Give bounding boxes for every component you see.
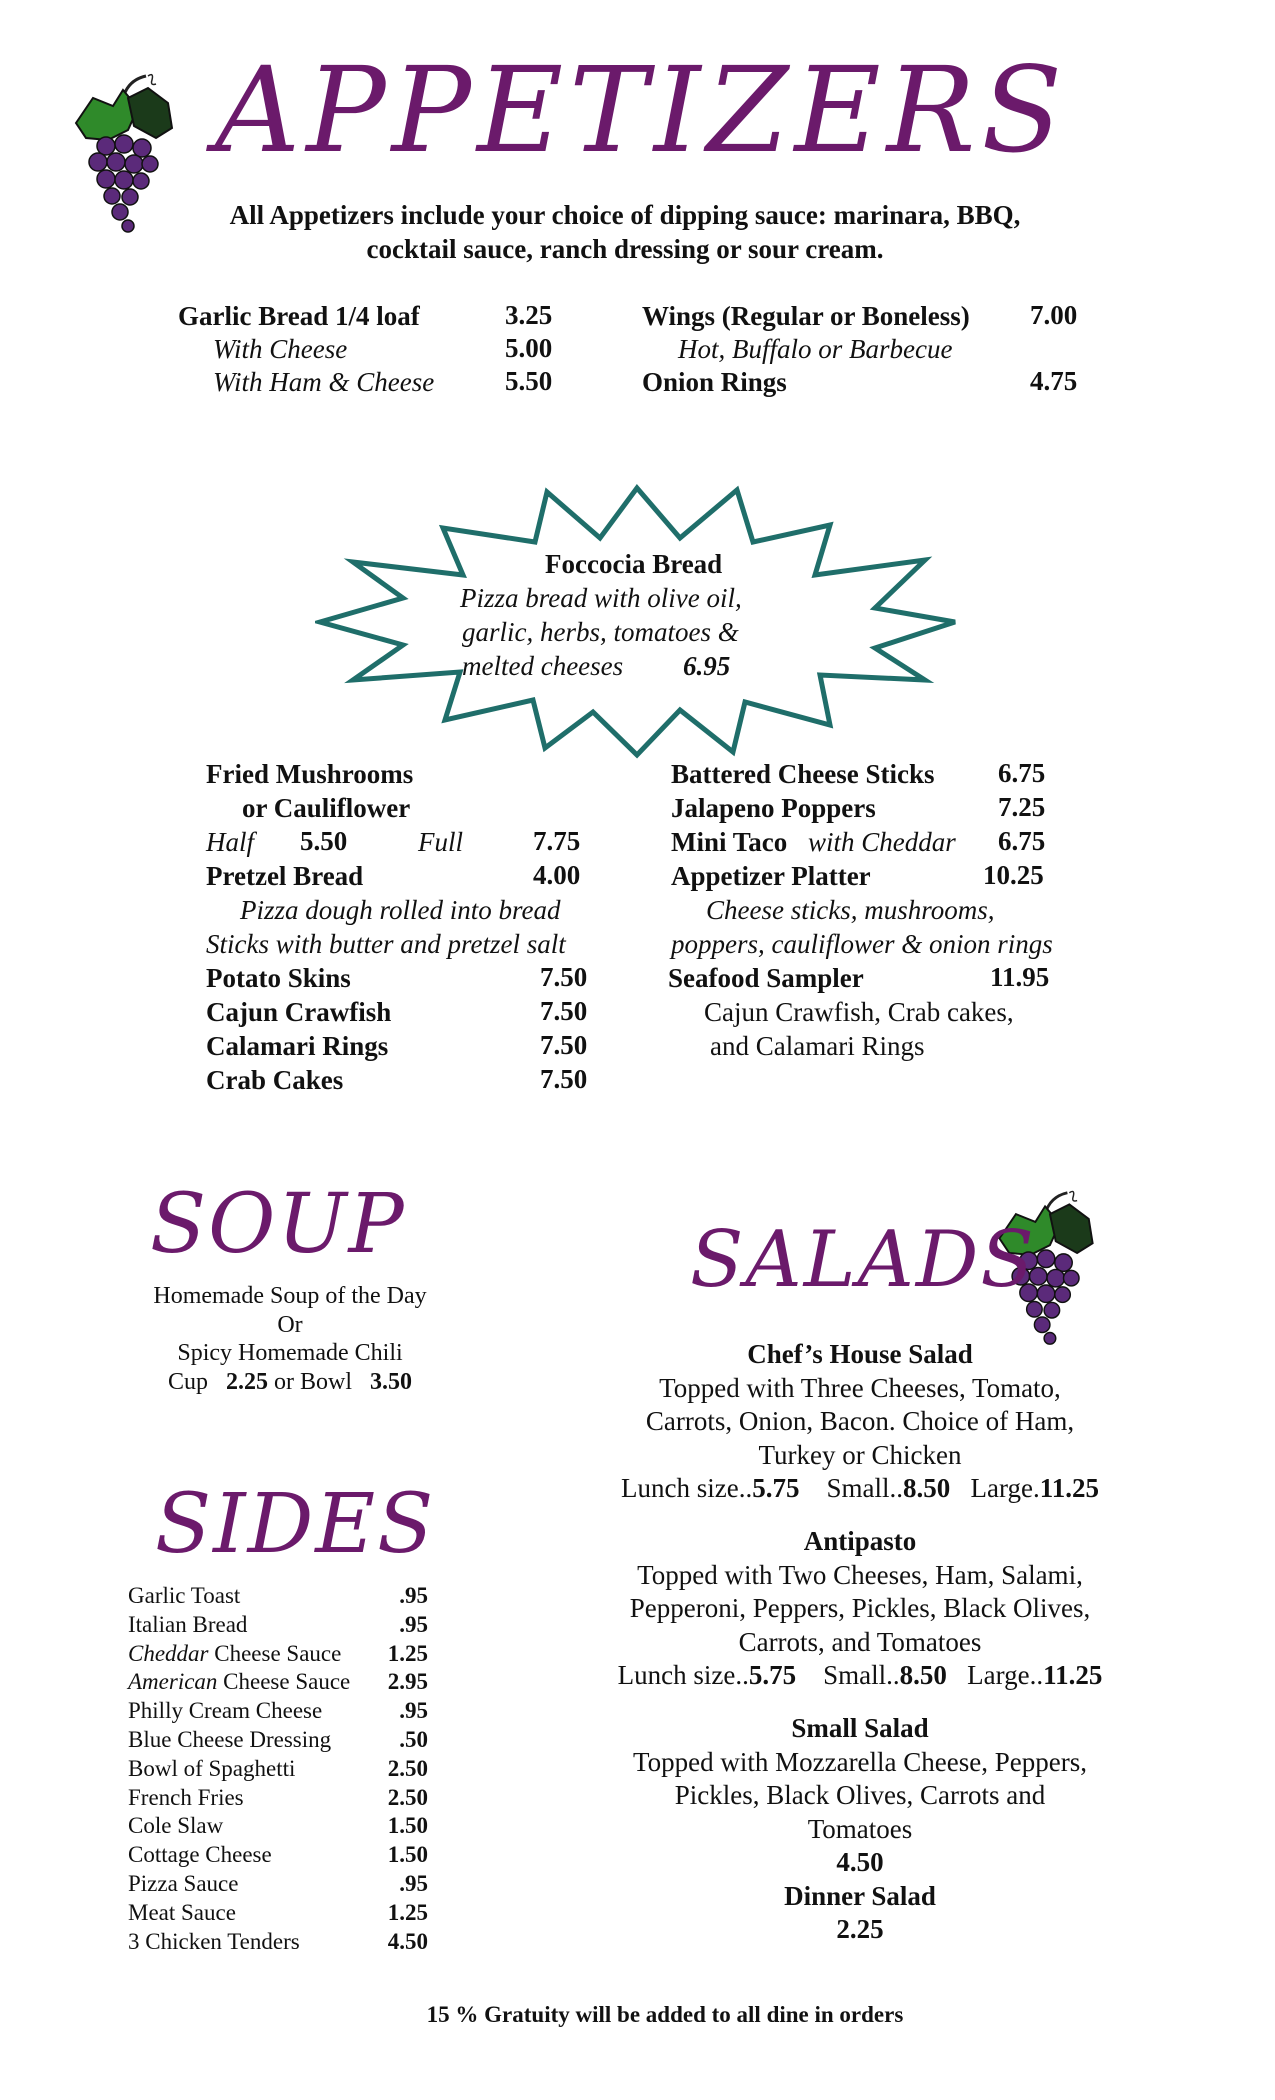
side-item-price: .50 xyxy=(399,1727,428,1752)
sides-title: SIDES xyxy=(155,1477,436,1572)
menu-item-price: 7.50 xyxy=(540,962,588,992)
menu-item-price: 7.00 xyxy=(1030,300,1078,330)
menu-item-price: 4.00 xyxy=(533,860,581,890)
side-item-name: Meat Sauce xyxy=(128,1899,236,1925)
side-item-price: 2.50 xyxy=(387,1755,428,1781)
footer-note: 15 % Gratuity will be added to all dine in orders xyxy=(426,2002,904,2027)
salad-desc: Topped with Mozzarella Cheese, Peppers, xyxy=(633,1746,1087,1777)
menu-item-name: Jalapeno Poppers xyxy=(671,793,876,823)
menu-item-price: 4.75 xyxy=(1030,366,1078,396)
menu-item-name: Pretzel Bread xyxy=(206,861,364,891)
side-item xyxy=(128,1755,428,1783)
soup-line: Homemade Soup of the Day xyxy=(153,1283,427,1309)
menu-item-name: Seafood Sampler xyxy=(668,963,864,993)
menu-item-price: 7.50 xyxy=(540,1030,588,1060)
size-label: Lunch size.. xyxy=(617,1660,749,1690)
salad-desc: Pepperoni, Peppers, Pickles, Black Olives, xyxy=(629,1593,1091,1623)
salad-name: Small Salad xyxy=(791,1713,929,1743)
side-item-price: 1.25 xyxy=(387,1640,428,1666)
salad-name: Antipasto xyxy=(803,1526,917,1556)
salad-desc: Pickles, Black Olives, Carrots and xyxy=(674,1780,1046,1810)
side-item-price: .95 xyxy=(399,1611,428,1637)
menu-item-name: Mini Taco xyxy=(671,827,788,857)
size-label: Large. xyxy=(970,1473,1040,1503)
bowl-label: or Bowl xyxy=(274,1368,352,1395)
appetizers-title: APPETIZERS xyxy=(215,41,1069,179)
menu-item-price: 7.50 xyxy=(540,1064,588,1094)
menu-item-note: Hot, Buffalo or Barbecue xyxy=(678,334,953,364)
appetizers-intro-line1: All Appetizers include your choice of dipping sauce: marinara, BBQ, xyxy=(229,200,1021,230)
cup-price: 2.25 xyxy=(226,1368,268,1395)
menu-item-name: Calamari Rings xyxy=(206,1031,389,1061)
salad-antipasto xyxy=(580,1525,1140,1693)
side-item-variant: Cheddar xyxy=(128,1640,209,1666)
soup-title: SOUP xyxy=(150,1177,406,1272)
size-label: Lunch size.. xyxy=(621,1473,753,1503)
side-item xyxy=(128,1899,428,1927)
cup-label: Cup xyxy=(167,1368,208,1395)
salad-prices xyxy=(580,1472,1140,1506)
side-item xyxy=(128,1870,428,1898)
side-item-price: .95 xyxy=(399,1698,428,1724)
salad-name: Chef’s House Salad xyxy=(747,1339,973,1369)
side-item-variant: American xyxy=(128,1669,218,1695)
side-item xyxy=(128,1784,428,1812)
menu-item-name: Onion Rings xyxy=(642,367,787,397)
price: 8.50 xyxy=(899,1660,947,1690)
size-label: Full xyxy=(418,827,463,857)
menu-item-desc: Cajun Crawfish, Crab cakes, xyxy=(704,997,1014,1027)
salad-price: 4.50 xyxy=(836,1847,884,1877)
side-item-price: 1.25 xyxy=(387,1899,428,1925)
side-item-price: 2.95 xyxy=(387,1669,428,1695)
salad-prices xyxy=(580,1659,1140,1693)
side-item xyxy=(128,1640,428,1668)
side-item-name: Cheese Sauce xyxy=(208,1640,342,1666)
salad-desc: Carrots, Onion, Bacon. Choice of Ham, xyxy=(645,1406,1075,1436)
salad-small xyxy=(580,1712,1140,1947)
menu-item-price: 5.50 xyxy=(300,826,348,856)
side-item-name: Cheese Sauce xyxy=(217,1669,351,1695)
salad-name: Dinner Salad xyxy=(784,1880,936,1911)
side-item xyxy=(128,1582,428,1610)
menu-item-name: Appetizer Platter xyxy=(671,861,871,891)
menu-item-desc: Sticks with butter and pretzel salt xyxy=(206,929,566,959)
feature-desc: garlic, herbs, tomatoes & xyxy=(462,617,739,647)
size-label: Small.. xyxy=(826,1473,903,1503)
side-item xyxy=(128,1697,428,1725)
side-item-name: Cole Slaw xyxy=(128,1813,224,1839)
side-item-price: 2.50 xyxy=(387,1784,428,1810)
salad-chefs xyxy=(580,1338,1140,1506)
menu-item-price: 7.25 xyxy=(998,792,1046,822)
menu-item-price: 6.75 xyxy=(998,826,1046,856)
salad-desc: Turkey or Chicken xyxy=(758,1439,962,1470)
side-item-name: Pizza Sauce xyxy=(128,1871,239,1896)
menu-item-name: Fried Mushrooms xyxy=(206,759,414,789)
appetizers-intro-line2: cocktail sauce, ranch dressing or sour cream. xyxy=(366,234,884,264)
side-item xyxy=(128,1726,428,1754)
salad-price: 2.25 xyxy=(836,1914,884,1944)
menu-item-name: Garlic Bread 1/4 loaf xyxy=(178,301,420,331)
menu-item-desc: and Calamari Rings xyxy=(710,1031,925,1061)
menu-item-desc: Cheese sticks, mushrooms, xyxy=(706,895,995,925)
price: 8.50 xyxy=(902,1473,951,1503)
side-item xyxy=(128,1841,428,1869)
side-item-price: 4.50 xyxy=(387,1928,428,1954)
salad-desc: Topped with Three Cheeses, Tomato, xyxy=(659,1372,1061,1403)
menu-item-price: 11.95 xyxy=(990,962,1050,992)
side-item xyxy=(128,1668,428,1696)
menu-item-note: with Cheddar xyxy=(808,827,956,857)
side-item-name: Cottage Cheese xyxy=(128,1842,272,1868)
soup-line: Spicy Homemade Chili xyxy=(177,1340,403,1366)
side-item xyxy=(128,1611,428,1639)
soup-block xyxy=(110,1282,470,1396)
side-item-price: 1.50 xyxy=(387,1842,428,1868)
menu-item-price: 3.25 xyxy=(505,300,553,330)
menu-item-price: 10.25 xyxy=(983,860,1044,890)
side-item-name: Bowl of Spaghetti xyxy=(128,1755,296,1781)
side-item-name: 3 Chicken Tenders xyxy=(128,1928,300,1954)
menu-item-desc: poppers, cauliflower & onion rings xyxy=(671,929,1053,959)
side-item-name: Italian Bread xyxy=(128,1611,248,1637)
side-item-name: French Fries xyxy=(128,1784,244,1810)
side-item xyxy=(128,1812,428,1840)
bowl-price: 3.50 xyxy=(370,1368,412,1395)
menu-item-price: 7.50 xyxy=(540,996,588,1026)
price: 5.75 xyxy=(748,1660,797,1690)
menu-item-name: With Cheese xyxy=(213,334,348,364)
side-item-price: .95 xyxy=(399,1871,428,1896)
menu-item-name: Potato Skins xyxy=(206,963,351,993)
menu-item-name: With Ham & Cheese xyxy=(213,367,435,397)
price: 11.25 xyxy=(1039,1473,1099,1503)
menu-item-name: or Cauliflower xyxy=(242,793,411,823)
feature-name: Foccocia Bread xyxy=(545,549,723,579)
side-item-name: Philly Cream Cheese xyxy=(128,1698,323,1724)
side-item-name: Blue Cheese Dressing xyxy=(128,1727,332,1752)
feature-price: 6.95 xyxy=(683,651,731,681)
size-label: Small.. xyxy=(823,1660,900,1690)
menu-item-price: 6.75 xyxy=(998,758,1046,788)
soup-prices xyxy=(110,1368,470,1397)
menu-item-price: 5.00 xyxy=(505,333,553,363)
side-item xyxy=(128,1928,428,1956)
feature-desc: Pizza bread with olive oil, xyxy=(460,583,742,613)
price: 11.25 xyxy=(1043,1660,1103,1690)
side-item-price: .95 xyxy=(399,1583,428,1608)
menu-item-price: 5.50 xyxy=(505,366,553,396)
menu-item-desc: Pizza dough rolled into bread xyxy=(240,895,561,925)
feature-desc: melted cheeses xyxy=(462,651,624,681)
menu-item-name: Cajun Crawfish xyxy=(206,997,392,1027)
salad-desc: Topped with Two Cheeses, Ham, Salami, xyxy=(637,1559,1083,1590)
salad-desc: Tomatoes xyxy=(807,1813,913,1844)
salads-title: SALADS xyxy=(690,1215,1036,1305)
salad-desc: Carrots, and Tomatoes xyxy=(738,1626,982,1657)
soup-line: Or xyxy=(277,1311,303,1338)
menu-item-name: Battered Cheese Sticks xyxy=(671,759,935,789)
size-label: Large.. xyxy=(967,1660,1044,1690)
menu-item-name: Wings (Regular or Boneless) xyxy=(642,301,970,331)
side-item-name: Garlic Toast xyxy=(128,1583,241,1608)
price: 5.75 xyxy=(752,1473,800,1503)
menu-item-price: 7.75 xyxy=(533,826,581,856)
size-label: Half xyxy=(206,827,255,857)
side-item-price: 1.50 xyxy=(387,1813,428,1839)
menu-item-name: Crab Cakes xyxy=(206,1065,344,1095)
